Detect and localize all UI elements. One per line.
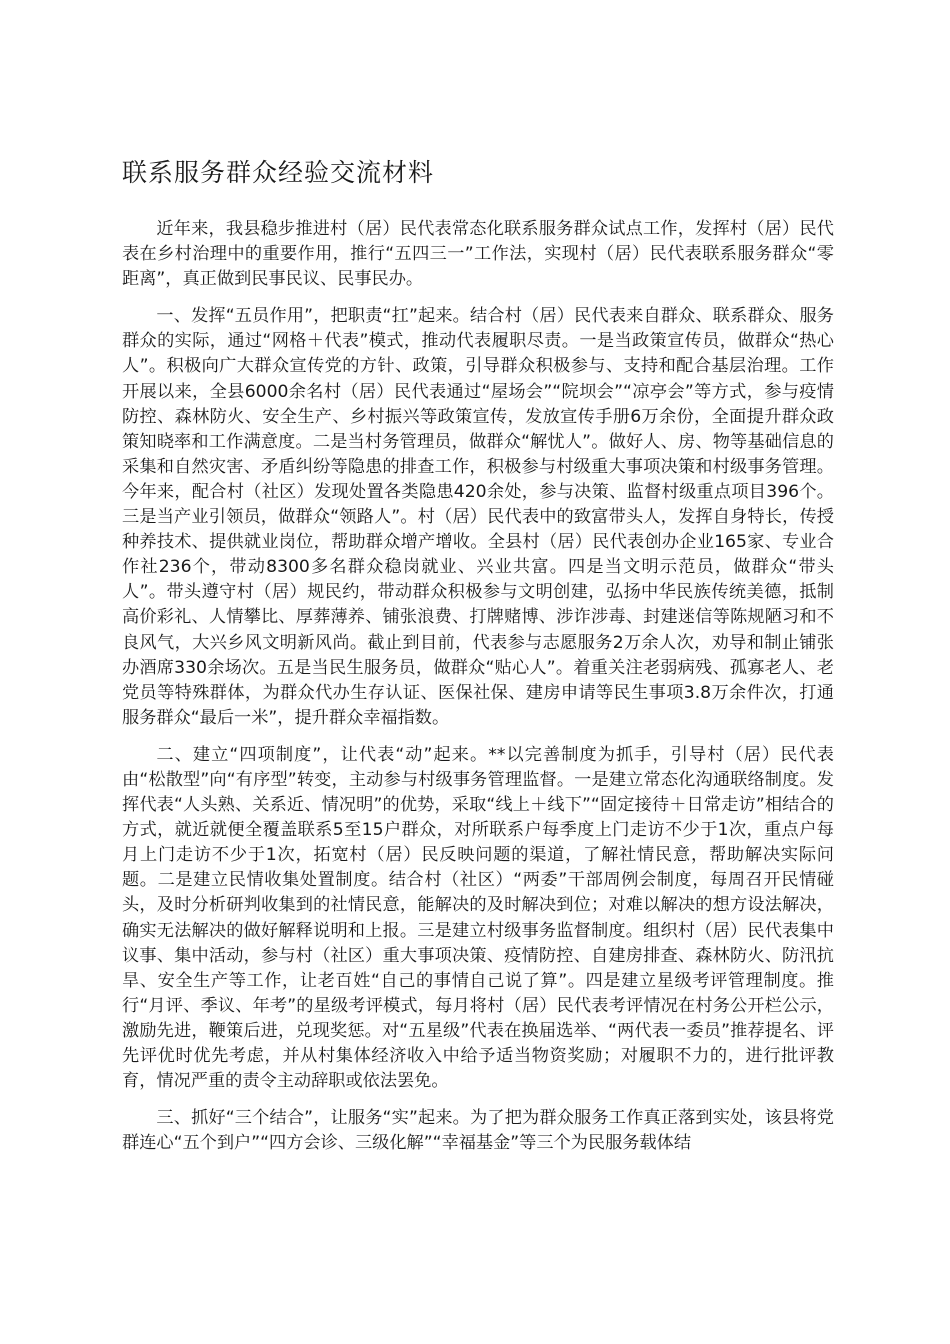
section-one-paragraph [122, 304, 834, 731]
section-three-paragraph [122, 1106, 834, 1156]
section-two-paragraph [122, 743, 834, 1094]
paragraph-text: 近年来，我县稳步推进村（居）民代表常态化联系服务群众试点工作，发挥村（居）民代表在乡村治理中的重要作用，推行“五四三一”工作法，实现村（居）民代表联系服务群众“零距离”，真正做到民事民议、民事民办。 [122, 219, 834, 290]
intro-paragraph [122, 217, 834, 292]
section-two-text: **以完善制度为抓手，引导村（居）民代表由“松散型”向“有序型”转变，主动参与村级事务管理监督。一是建立常态化沟通联络制度。发挥代表“人头熟、关系近、情况明”的优势，采取“线上＋线下”“固定接待＋日常走访”相结合的方式，就近就便全覆盖联系5至15户群众，对所联系户每季度上门走访不少于1次，重点户每月上门走访不少于1次，拓宽村（居）民反映问题的渠道，了解社情民意，帮助解决实际问题。二是建立民情收集处置制度。结合村（社区）“两委”干部周例会制度，每周召开民情碰头，及时分析研判收集到的社情民意，能解决的及时解决到位；对难以解决的想方设法解决，确实无法解决的做好解释说明和上报。三是建立村级事务监督制度。组织村（居）民代表集中议事、集中活动，参与村（社区）重大事项决策、疫情防控、自建房排查、森林防火、防汛抗旱、安全生产等工作，让老百姓“自己的事情自己说了算”。四是建立星级考评管理制度。推行“月评、季议、年考”的星级考评模式，每月将村（居）民代表考评情况在村务公开栏公示，激励先进，鞭策后进，兑现奖惩。对“五星级”代表在换届选举、“两代表一委员”推荐提名、评先评优时优先考虑，并从村集体经济收入中给予适当物资奖励；对履职不力的，进行批评教育，情况严重的责令主动辞职或依法罢免。 [122, 744, 834, 1092]
section-two-heading: 二、建立“四项制度”，让代表“动”起来。 [156, 744, 489, 765]
document-title: 联系服务群众经验交流材料 [122, 158, 435, 187]
section-three-heading: 三、抓好“三个结合”，让服务“实”起来。 [156, 1108, 471, 1129]
section-three-text: 为了把为群众服务工作真正落到实处，该县将党群连心“五个到户”“四方会诊、三级化解”“幸福基金”等三个为民服务载体结 [122, 1108, 834, 1154]
section-one-text: 结合村（居）民代表来自群众、联系群众、服务群众的实际，通过“网格＋代表”模式，推动代表履职尽责。一是当政策宣传员，做群众“热心人”。积极向广大群众宣传党的方针、政策，引导群众积极参与、支持和配合基层治理。工作开展以来，全县6000余名村（居）民代表通过“屋场会”“院坝会”“凉亭会”等方式，参与疫情防控、森林防火、安全生产、乡村振兴等政策宣传，发放宣传手册6万余份，全面提升群众政策知晓率和工作满意度。二是当村务管理员，做群众“解忧人”。做好人、房、物等基础信息的采集和自然灾害、矛盾纠纷等隐患的排查工作，积极参与村级重大事项决策和村级事务管理。今年来，配合村（社区）发现处置各类隐患420余处，参与决策、监督村级重点项目396个。三是当产业引领员，做群众“领路人”。村（居）民代表中的致富带头人，发挥自身特长，传授种养技术、提供就业岗位，帮助群众增产增收。全县村（居）民代表创办企业165家、专业合作社236个，带动8300多名群众稳岗就业、兴业共富。四是当文明示范员，做群众“带头人”。带头遵守村（居）规民约，带动群众积极参与文明创建，弘扬中华民族传统美德，抵制高价彩礼、人情攀比、厚葬薄养、铺张浪费、打牌赌博、涉诈涉毒、封建迷信等陈规陋习和不良风气，大兴乡风文明新风尚。截止到目前，代表参与志愿服务2万余人次，劝导和制止铺张办酒席330余场次。五是当民生服务员，做群众“贴心人”。着重关注老弱病残、孤寡老人、老党员等特殊群体，为群众代办生存认证、医保社保、建房申请等民生事项3.8万余件次，打通服务群众“最后一米”，提升群众幸福指数。 [122, 306, 834, 728]
section-one-heading: 一、发挥“五员作用”，把职责“扛”起来。 [156, 306, 471, 327]
document-page [122, 155, 834, 1168]
